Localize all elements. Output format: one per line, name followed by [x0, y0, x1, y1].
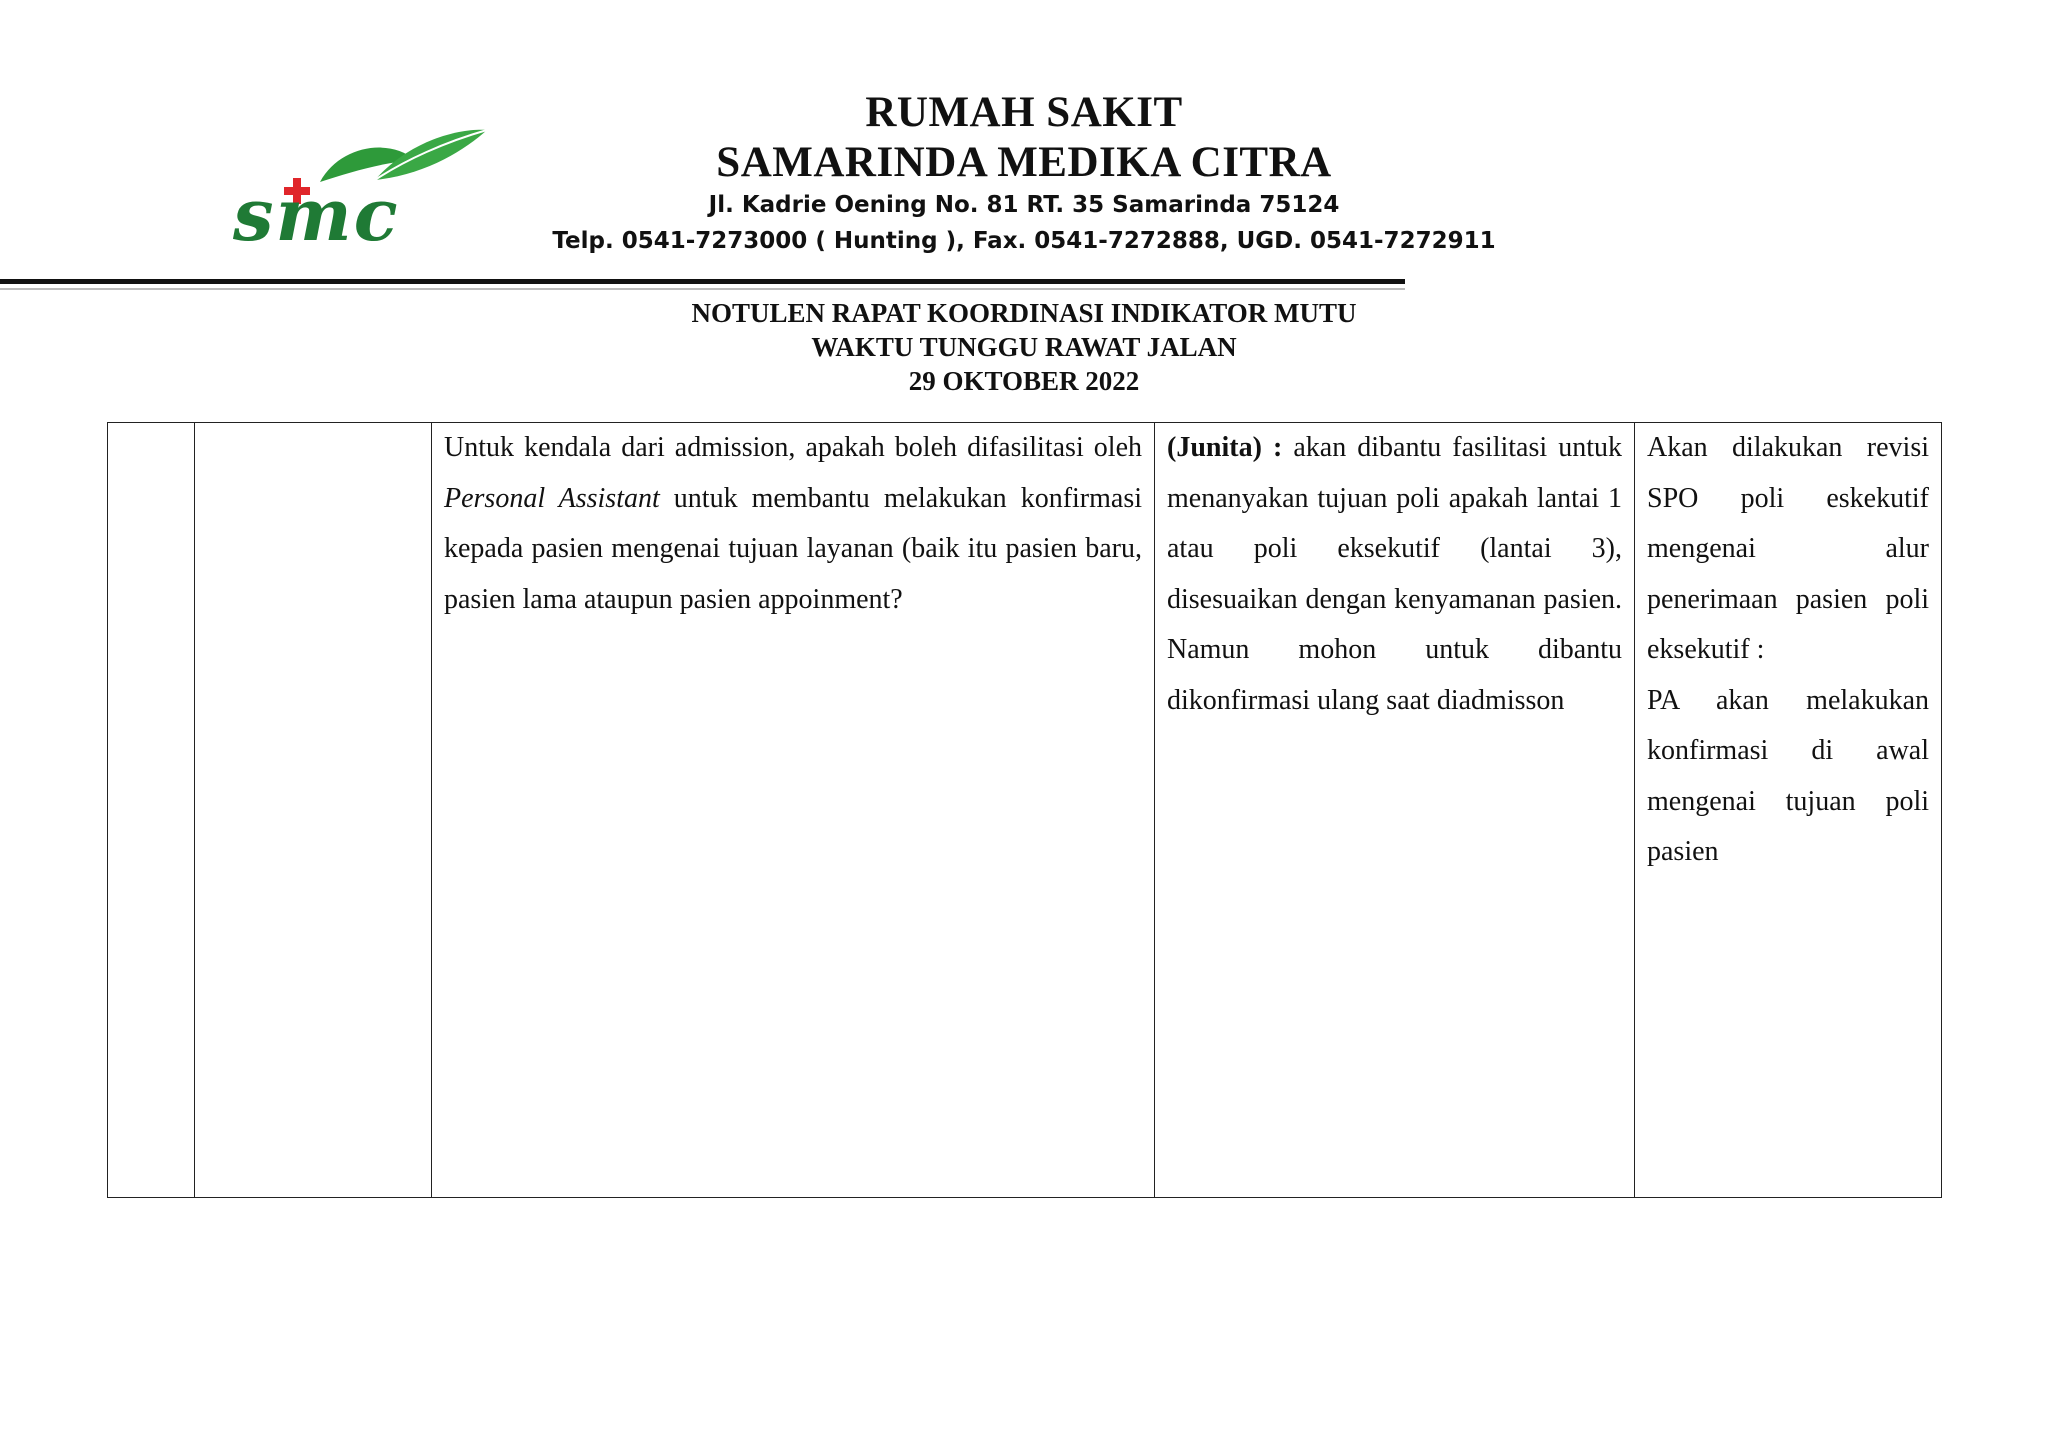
table-cell-followup [1635, 423, 1942, 1198]
table-cell-discussion [1155, 423, 1635, 1198]
letterhead [0, 0, 2048, 300]
table-cell-topic [195, 423, 432, 1198]
question-text: Untuk kendala dari admission, apakah boleh difasilitasi oleh Personal Assistant untuk membantu melakukan konfirmasi kepada pasien mengenai tujuan layanan (baik itu pasien baru, pasien lama ataupun pasien appoinment? [444, 432, 1143, 615]
logo-text: smc [233, 172, 400, 250]
header-divider-shadow [0, 288, 1405, 290]
table-cell-question [432, 423, 1155, 1198]
minutes-table [107, 422, 1942, 1198]
hospital-address: Jl. Kadrie Oening No. 81 RT. 35 Samarinda 75124 [708, 192, 1340, 218]
table-cell-number [108, 423, 195, 1198]
followup-text-1: Akan dilakukan revisi SPO poli eskekutif mengenai alur penerimaan pasien poli eksekutif : [1647, 432, 1929, 665]
document-date: 29 OKTOBER 2022 [908, 366, 1140, 396]
discussion-text: (Junita) : akan dibantu fasilitasi untuk menanyakan tujuan poli apakah lantai 1 atau poli eksekutif (lantai 3), disesuaikan dengan kenyamanan pasien. Namun mohon untuk dibantu dikonfirmasi ulang saat diadmisson [1167, 432, 1622, 716]
hospital-phone: Telp. 0541-7273000 ( Hunting ), Fax. 0541-7272888, UGD. 0541-7272911 [552, 228, 1496, 254]
speaker-name: (Junita) : [1167, 432, 1283, 463]
hospital-name-line2: SAMARINDA MEDIKA CITRA [716, 139, 1332, 186]
document-subtitle: WAKTU TUNGGU RAWAT JALAN [811, 332, 1237, 362]
italic-term: Personal Assistant [444, 482, 660, 514]
followup-text-2: PA akan melakukan konfirmasi di awal mengenai tujuan poli pasien [1647, 684, 1929, 867]
document-title: NOTULEN RAPAT KOORDINASI INDIKATOR MUTU [691, 298, 1357, 328]
table-row [108, 423, 1942, 1198]
header-divider [0, 279, 1405, 284]
hospital-name-line1: RUMAH SAKIT [865, 89, 1183, 136]
minutes-table-wrapper [107, 422, 1941, 1198]
